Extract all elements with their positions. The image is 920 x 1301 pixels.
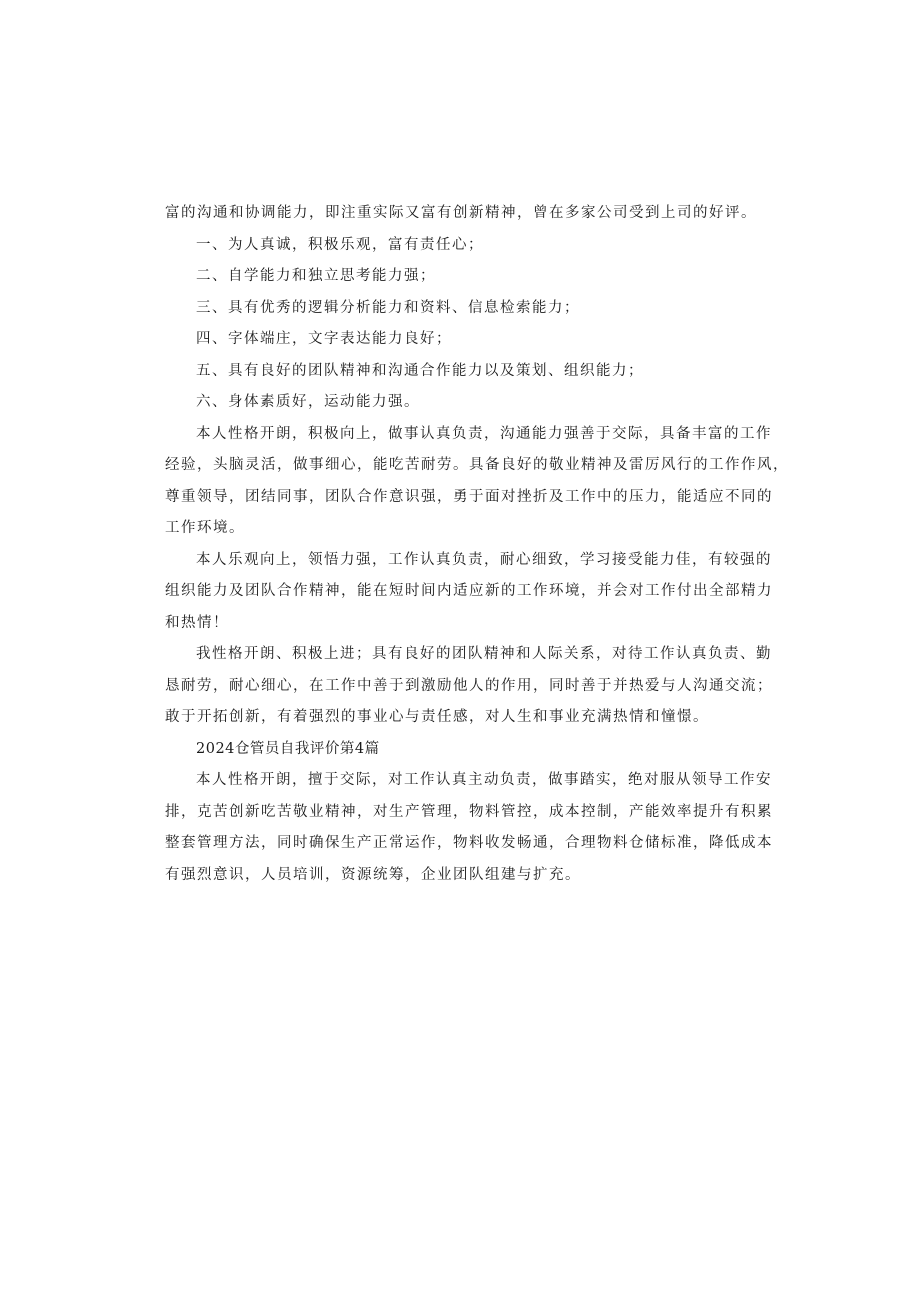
paragraph-line: 本人性格开朗，积极向上，做事认真负责，沟通能力强善于交际，具备丰富的工作: [196, 425, 772, 442]
list-item: 四、字体端庄，文字表达能力良好；: [196, 331, 452, 347]
paragraph-line: 整套管理方法，同时确保生产正常运作，物料收发畅通，合理物料仓储标准，降低成本: [165, 835, 773, 851]
paragraph-line: 敢于开拓创新，有着强烈的事业心与责任感，对人生和事业充满热情和憧憬。: [165, 709, 709, 725]
paragraph-line: 恳耐劳，耐心细心，在工作中善于到激励他人的作用，同时善于并热爱与人沟通交流；: [165, 677, 773, 694]
paragraph-line: 本人性格开朗，擅于交际，对工作认真主动负责，做事踏实，绝对服从领导工作安: [196, 772, 772, 788]
list-item: 五、具有良好的团队精神和沟通合作能力以及策划、组织能力；: [196, 362, 644, 379]
section-heading: 2024仓管员自我评价第4篇: [196, 740, 380, 757]
list-item: 一、为人真诚，积极乐观，富有责任心；: [196, 236, 484, 253]
paragraph-line: 工作环境。: [165, 520, 245, 536]
paragraph-line: 富的沟通和协调能力，即注重实际又富有创新精神，曾在多家公司受到上司的好评。: [165, 205, 757, 221]
paragraph-line: 经验，头脑灵活，做事细心，能吃苦耐劳。具备良好的敬业精神及雷厉风行的工作作风，: [165, 457, 789, 473]
paragraph-line: 组织能力及团队合作精神，能在短时间内适应新的工作环境，并会对工作付出全部精力: [165, 583, 773, 599]
paragraph-line: 尊重领导，团结同事，团队合作意识强，勇于面对挫折及工作中的压力，能适应不同的: [165, 488, 773, 505]
list-item: 六、身体素质好，运动能力强。: [196, 394, 420, 410]
paragraph-line: 和热情！: [165, 614, 229, 631]
paragraph-line: 有强烈意识，人员培训，资源统筹，企业团队组建与扩充。: [165, 866, 581, 883]
document-body: [165, 198, 789, 891]
paragraph-line: 本人乐观向上，领悟力强，工作认真负责，耐心细致，学习接受能力佳，有较强的: [196, 551, 772, 568]
paragraph-line: 排，克苦创新吃苦敬业精神，对生产管理，物料管控，成本控制，产能效率提升有积累: [165, 803, 773, 820]
list-item: 二、自学能力和独立思考能力强；: [196, 268, 436, 284]
list-item: 三、具有优秀的逻辑分析能力和资料、信息检索能力；: [196, 299, 580, 316]
paragraph-line: 我性格开朗、积极上进；具有良好的团队精神和人际关系，对待工作认真负责、勤: [196, 646, 772, 662]
